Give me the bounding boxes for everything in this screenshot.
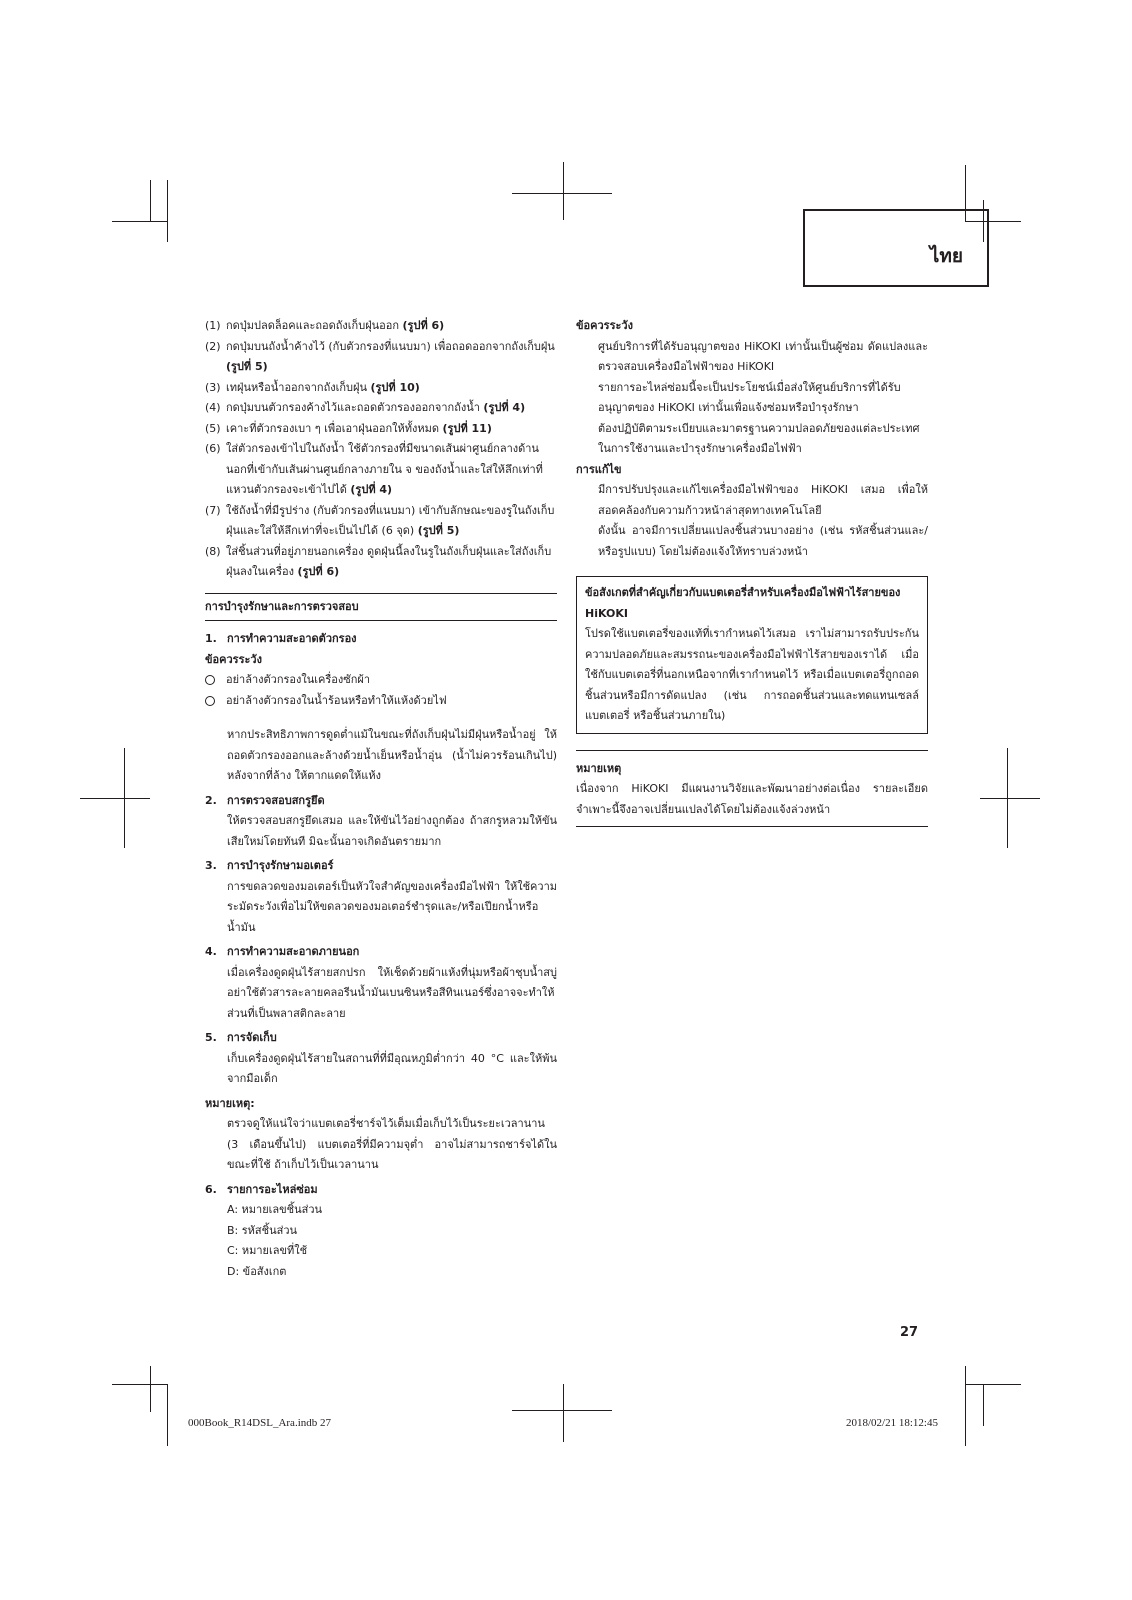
section-parts-title: 6. รายการอะไหล่ซ่อม — [205, 1182, 318, 1196]
right-column — [576, 316, 928, 827]
page-number: 27 — [900, 1325, 919, 1340]
step-number: (3) — [205, 380, 221, 394]
crop-mark — [167, 180, 168, 242]
step-number: (2) — [205, 339, 221, 353]
procedure-step — [205, 378, 557, 399]
caution-paragraph: ต้องปฏิบัติตามระเบียบและมาตรฐานความปลอดภัยของแต่ละประเทศในการใช้งานและบำรุงรักษาเครื่องมือไฟฟ้า — [598, 421, 920, 455]
modification-paragraph: ดังนั้น อาจมีการเปลี่ยนแปลงชิ้นส่วนบางอย่าง (เช่น รหัสชิ้นส่วนและ/ หรือรูปแบบ) โดยไม่ต้องแจ้งให้ทราบล่วงหน้า — [598, 524, 928, 558]
crop-mark — [124, 748, 125, 848]
step-text: เคาะที่ตัวกรองเบา ๆ เพื่อเอาฝุ่นออกให้ทั้งหมด — [226, 421, 443, 435]
caution-paragraph: รายการอะไหล่ซ่อมนี้จะเป็นประโยชน์เมื่อส่งให้ศูนย์บริการที่ได้รับอนุญาตของ HiKOKI เท่านั้นเพื่อแจ้งซ่อมหรือบำรุงรักษา — [598, 380, 901, 414]
step-text: กดปุ่มปลดล็อคและถอดถังเก็บฝุ่นออก — [226, 319, 403, 332]
crop-mark — [167, 1384, 168, 1446]
step-number: (1) — [205, 319, 221, 332]
procedure-steps — [205, 316, 557, 583]
screw-body: ให้ตรวจสอบสกรูยึดเสมอ และให้ขันไว้อย่างถูกต้อง ถ้าสกรูหลวมให้ขันเสียใหม่โดยทันที มิฉะนั้นอาจเกิดอันตรายมาก — [227, 814, 557, 848]
modification-paragraph: มีการปรับปรุงและแก้ไขเครื่องมือไฟฟ้าของ HiKOKI เสมอ เพื่อให้สอดคล้องกับความก้าวหน้าล่าสุดทางเทคโนโลยี — [598, 483, 928, 517]
figure-reference: (รูปที่ 4) — [483, 401, 526, 414]
step-text: กดปุ่มบนถังน้ำค้างไว้ (กับตัวกรองที่แนบมา) เพื่อถอดออกจากถังเก็บฝุ่น — [226, 339, 555, 353]
crop-mark — [1007, 748, 1008, 848]
step-text: กดปุ่มบนตัวกรองค้างไว้และถอดตัวกรองออกจากถังน้ำ — [226, 401, 484, 414]
footer-timestamp: 2018/02/21 18:12:45 — [846, 1417, 938, 1429]
modification-label: การแก้ไข — [576, 462, 622, 476]
language-tab — [803, 209, 989, 287]
figure-reference: (รูปที่ 10) — [370, 380, 420, 394]
step-number: (5) — [205, 421, 221, 435]
note-body: ตรวจดูให้แน่ใจว่าแบตเตอรี่ชาร์จไว้เต็มเมื่อเก็บไว้เป็นระยะเวลานาน (3 เดือนขึ้นไป) แบตเตอรี่ที่มีความจุต่ำ อาจไม่สามารถชาร์จได้ในขณะที่ใช้ ถ้าเก็บไว้เป็นเวลานาน — [227, 1117, 557, 1171]
crop-mark — [150, 180, 151, 222]
step-text: ใส่ชิ้นส่วนที่อยู่ภายนอกเครื่อง ดูดฝุ่นนี้ลงในรูในถังเก็บฝุ่นและใส่ถังเก็บฝุ่นลงในเครื่อง — [226, 544, 552, 578]
crop-mark — [965, 1384, 1021, 1385]
procedure-step — [205, 542, 557, 583]
section-storage-title: 5. การจัดเก็บ — [205, 1031, 277, 1044]
step-number: (4) — [205, 401, 221, 414]
figure-reference: (รูปที่ 6) — [297, 565, 340, 578]
parts-item: B: รหัสชิ้นส่วน — [227, 1223, 298, 1237]
storage-body: เก็บเครื่องดูดฝุ่นไร้สายในสถานที่ที่มีอุณหภูมิต่ำกว่า 40 °C และให้พ้นจากมือเด็ก — [227, 1051, 557, 1085]
parts-item: C: หมายเลขที่ใช้ — [227, 1244, 308, 1257]
figure-reference: (รูปที่ 5) — [226, 360, 268, 373]
step-number: (6) — [205, 442, 221, 455]
note-label: หมายเหตุ: — [205, 1096, 255, 1110]
battery-notice-body: โปรดใช้แบตเตอรี่ของแท้ที่เรากำหนดไว้เสมอ เราไม่สามารถรับประกันความปลอดภัยและสมรรถนะของเครื่องมือไฟฟ้าไร้สายของเราได้ เมื่อใช้กับแบตเตอรี่ที่นอกเหนือจากที่เรากำหนดไว้ หรือเมื่อแบตเตอรี่ถูกถอดชิ้นส่วนหรือมีการดัดแปลง (เช่น การถอดชิ้นส่วนและทดแทนเซลล์แบตเตอรี่ หรือชิ้นส่วนภายใน) — [585, 627, 919, 722]
parts-item: D: ข้อสังเกต — [227, 1264, 287, 1278]
caution-paragraph: ศูนย์บริการที่ได้รับอนุญาตของ HiKOKI เท่านั้นเป็นผู้ซ่อม ดัดแปลงและตรวจสอบเครื่องมือไฟฟ้าของ HiKOKI — [598, 339, 928, 373]
exterior-body: เมื่อเครื่องดูดฝุ่นไร้สายสกปรก ให้เช็ดด้วยผ้าแห้งที่นุ่มหรือผ้าชุบน้ำสบู่ อย่าใช้ตัวสารละลายคลอรีนน้ำมันเบนซินหรือสีทินเนอร์ซึ่งอาจจะทำให้ส่วนที่เป็นพลาสติกละลาย — [227, 965, 557, 1020]
procedure-step — [205, 337, 557, 378]
crop-mark — [965, 1366, 966, 1446]
crop-mark — [112, 1384, 167, 1385]
crop-mark — [980, 798, 1040, 799]
section-screw-title: 2. การตรวจสอบสกรูยึด — [205, 793, 325, 807]
crop-mark — [563, 162, 564, 220]
maintenance-heading: การบำรุงรักษาและการตรวจสอบ — [205, 593, 557, 622]
caution-label: ข้อควรระวัง — [576, 319, 633, 332]
caution-item: อย่าล้างตัวกรองในน้ำร้อนหรือทำให้แห้งด้วยไฟ — [205, 691, 557, 712]
step-number: (8) — [205, 544, 221, 558]
crop-mark — [563, 1384, 564, 1442]
crop-mark — [112, 221, 167, 222]
section-filter-cleaning-title: 1. การทำความสะอาดตัวกรอง — [205, 632, 357, 645]
figure-reference: (รูปที่ 4) — [350, 483, 393, 496]
crop-mark — [80, 798, 150, 799]
parts-item: A: หมายเลขชิ้นส่วน — [227, 1203, 323, 1216]
figure-reference: (รูปที่ 11) — [442, 421, 492, 435]
language-label: ไทย — [929, 245, 963, 267]
crop-mark — [512, 193, 612, 194]
battery-notice-title: ข้อสังเกตที่สำคัญเกี่ยวกับแบตเตอรี่สำหรับเครื่องมือไฟฟ้าไร้สายของ HiKOKI — [585, 586, 901, 620]
footer-file-name: 000Book_R14DSL_Ara.indb 27 — [188, 1417, 331, 1429]
figure-reference: (รูปที่ 6) — [402, 319, 445, 332]
procedure-step — [205, 501, 557, 542]
procedure-step — [205, 398, 557, 419]
crop-mark — [983, 1384, 984, 1426]
step-text: เทฝุ่นหรือน้ำออกจากถังเก็บฝุ่น — [226, 380, 371, 394]
crop-mark — [150, 1366, 151, 1412]
step-text: ใส่ตัวกรองเข้าไปในถังน้ำ ใช้ตัวกรองที่มีขนาดเส้นผ่าศูนย์กลางด้านนอกที่เข้ากับเส้นผ่านศูนย์กลางภายใน จ ของถังน้ำและใส่ให้ลึกเท่าที่แหวนตัวกรองจะเข้าไปได้ — [226, 442, 543, 496]
section-motor-title: 3. การบำรุงรักษามอเตอร์ — [205, 859, 334, 872]
note-label: หมายเหตุ — [576, 750, 928, 780]
motor-body: การขดลวดของมอเตอร์เป็นหัวใจสำคัญของเครื่องมือไฟฟ้า ให้ใช้ความระมัดระวังเพื่อไม่ให้ขดลวดของมอเตอร์ชำรุดและ/หรือเปียกน้ำหรือน้ำมัน — [227, 879, 557, 934]
caution-label: ข้อควรระวัง — [205, 652, 262, 666]
procedure-step — [205, 316, 557, 337]
battery-notice-box — [576, 576, 928, 734]
step-number: (7) — [205, 503, 221, 517]
procedure-step — [205, 439, 557, 501]
procedure-step — [205, 419, 557, 440]
section-exterior-title: 4. การทำความสะอาดภายนอก — [205, 945, 360, 958]
crop-mark — [512, 1410, 612, 1411]
filter-cleaning-body: หากประสิทธิภาพการดูดต่ำแม้ในขณะที่ถังเก็บฝุ่นไม่มีฝุ่นหรือน้ำอยู่ ให้ถอดตัวกรองออกและล้างด้วยน้ำเย็นหรือน้ำอุ่น (น้ำไม่ควรร้อนเกินไป) หลังจากที่ล้าง ให้ตากแดดให้แห้ง — [227, 728, 557, 782]
left-column — [205, 316, 557, 1282]
circle-bullet-icon — [205, 696, 215, 706]
note-body: เนื่องจาก HiKOKI มีแผนงานวิจัยและพัฒนาอย่างต่อเนื่อง รายละเอียดจำเพาะนี้จึงอาจเปลี่ยนแปลงได้โดยไม่ต้องแจ้งล่วงหน้า — [576, 779, 928, 827]
circle-bullet-icon — [205, 675, 215, 685]
step-text: ใช้ถังน้ำที่มีรูปร่าง (กับตัวกรองที่แนบมา) เข้ากับลักษณะของรูในถังเก็บฝุ่นและใส่ให้ลึกเท่าที่จะเป็นไปได้ (6 จุด) — [226, 503, 555, 537]
caution-item: อย่าล้างตัวกรองในเครื่องซักผ้า — [205, 670, 557, 691]
figure-reference: (รูปที่ 5) — [417, 524, 460, 537]
